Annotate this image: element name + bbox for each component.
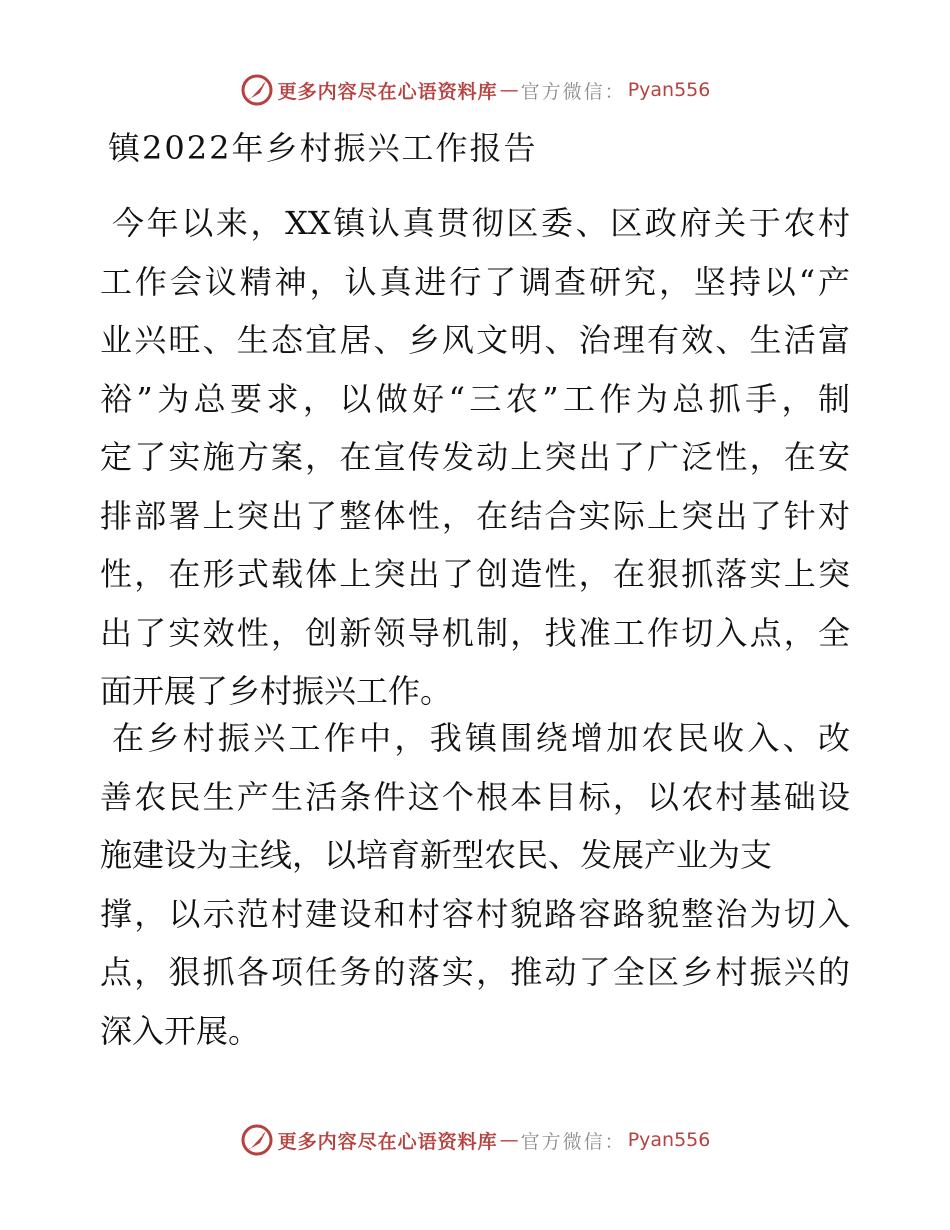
watermark-dash: — [499,79,519,101]
paragraph-line: 面开展了乡村振兴工作。 [100,672,453,710]
paragraph-line: 撑，以示范村建设和村容村貌路容路貌整治为切入 [100,894,850,933]
paragraph-line: 裕”为总要求，以做好“三农”工作为总抓手，制 [100,379,850,418]
watermark-header [0,70,950,110]
watermark-dash: — [499,1129,519,1151]
paragraph-line: 善农民生产生活条件这个根本目标，以农村基础设 [100,777,850,816]
feather-logo-icon [240,1123,274,1157]
paragraph-2 [100,709,850,1060]
watermark-wechat-id: Pyan556 [627,1129,711,1151]
watermark-footer [0,1120,950,1160]
paragraph-line: 深入开展。 [100,1011,261,1050]
paragraph-line: 工作会议精神，认真进行了调查研究，坚持以“产 [100,262,850,301]
watermark-brand-text: 更多内容尽在心语资料库 [277,1130,498,1153]
paragraph-line: 性，在形式载体上突出了创造性，在狠抓落实上突 [100,555,850,593]
watermark-wechat-label: 官方微信： [520,1130,626,1153]
paragraph-line: 今年以来，XX镇认真贯彻区委、区政府关于农村 [112,204,850,242]
paragraph-line: 在乡村振兴工作中，我镇围绕增加农民收入、改 [112,719,850,757]
watermark-brand-text: 更多内容尽在心语资料库 [277,80,498,103]
paragraph-line: 排部署上突出了整体性，在结合实际上突出了针对 [100,496,850,535]
paragraph-line: 施建设为主线，以培育新型农民、发展产业为支 [100,836,773,874]
paragraph-line: 出了实效性，创新领导机制，找准工作切入点，全 [100,613,850,652]
feather-logo-icon [240,73,274,107]
watermark-wechat-label: 官方微信： [520,80,626,103]
paragraph-line: 业兴旺、生态宜居、乡风文明、治理有效、生活富 [100,321,850,359]
paragraph-1 [100,194,850,721]
paragraph-line: 定了实施方案，在宣传发动上突出了广泛性，在安 [100,438,850,476]
document-title: 镇2022年乡村振兴工作报告 [108,129,538,167]
paragraph-line: 点，狠抓各项任务的落实，推动了全区乡村振兴的 [100,953,850,991]
watermark-wechat-id: Pyan556 [627,79,711,101]
